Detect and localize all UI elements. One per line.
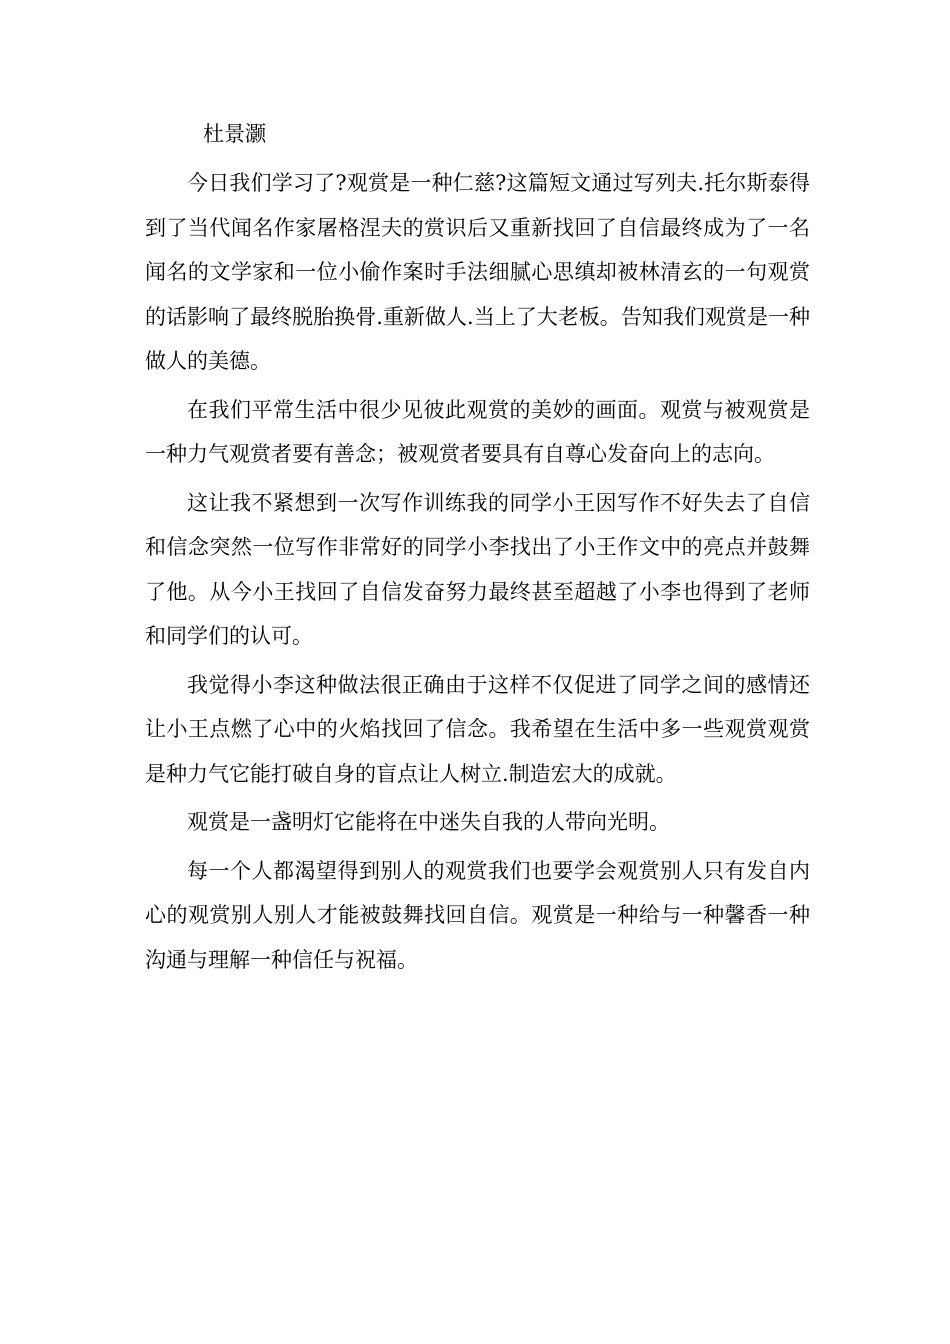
author-name: 杜景灏	[203, 122, 266, 146]
document-body	[145, 112, 810, 986]
paragraph-3: 这让我不紧想到一次写作训练我的同学小王因写作不好失去了自信和信念突然一位写作非常好的同学小李找出了小王作文中的亮点并鼓舞了他。从今小王找回了自信发奋努力最终甚至超越了小李也得到了老师和同学们的认可。	[145, 490, 810, 648]
paragraph-4: 我觉得小李这种做法很正确由于这样不仅促进了同学之间的感情还让小王点燃了心中的火焰找回了信念。我希望在生活中多一些观赏观赏是种力气它能打破自身的盲点让人树立.制造宏大的成就。	[145, 672, 810, 786]
paragraph-2: 在我们平常生活中很少见彼此观赏的美妙的画面。观赏与被观赏是一种力气观赏者要有善念；被观赏者要具有自尊心发奋向上的志向。	[145, 397, 810, 466]
paragraph-1: 今日我们学习了?观赏是一种仁慈?这篇短文通过写列夫.托尔斯泰得到了当代闻名作家屠格涅夫的赏识后又重新找回了自信最终成为了一名闻名的文学家和一位小偷作案时手法细腻心思缜却被林清玄的一句观赏的话影响了最终脱胎换骨.重新做人.当上了大老板。告知我们观赏是一种做人的美德。	[145, 171, 810, 373]
paragraph-5: 观赏是一盏明灯它能将在中迷失自我的人带向光明。	[187, 810, 670, 834]
paragraph-6: 每一个人都渴望得到别人的观赏我们也要学会观赏别人只有发自内心的观赏别人别人才能被鼓舞找回自信。观赏是一种给与一种馨香一种沟通与理解一种信任与祝福。	[145, 858, 810, 972]
